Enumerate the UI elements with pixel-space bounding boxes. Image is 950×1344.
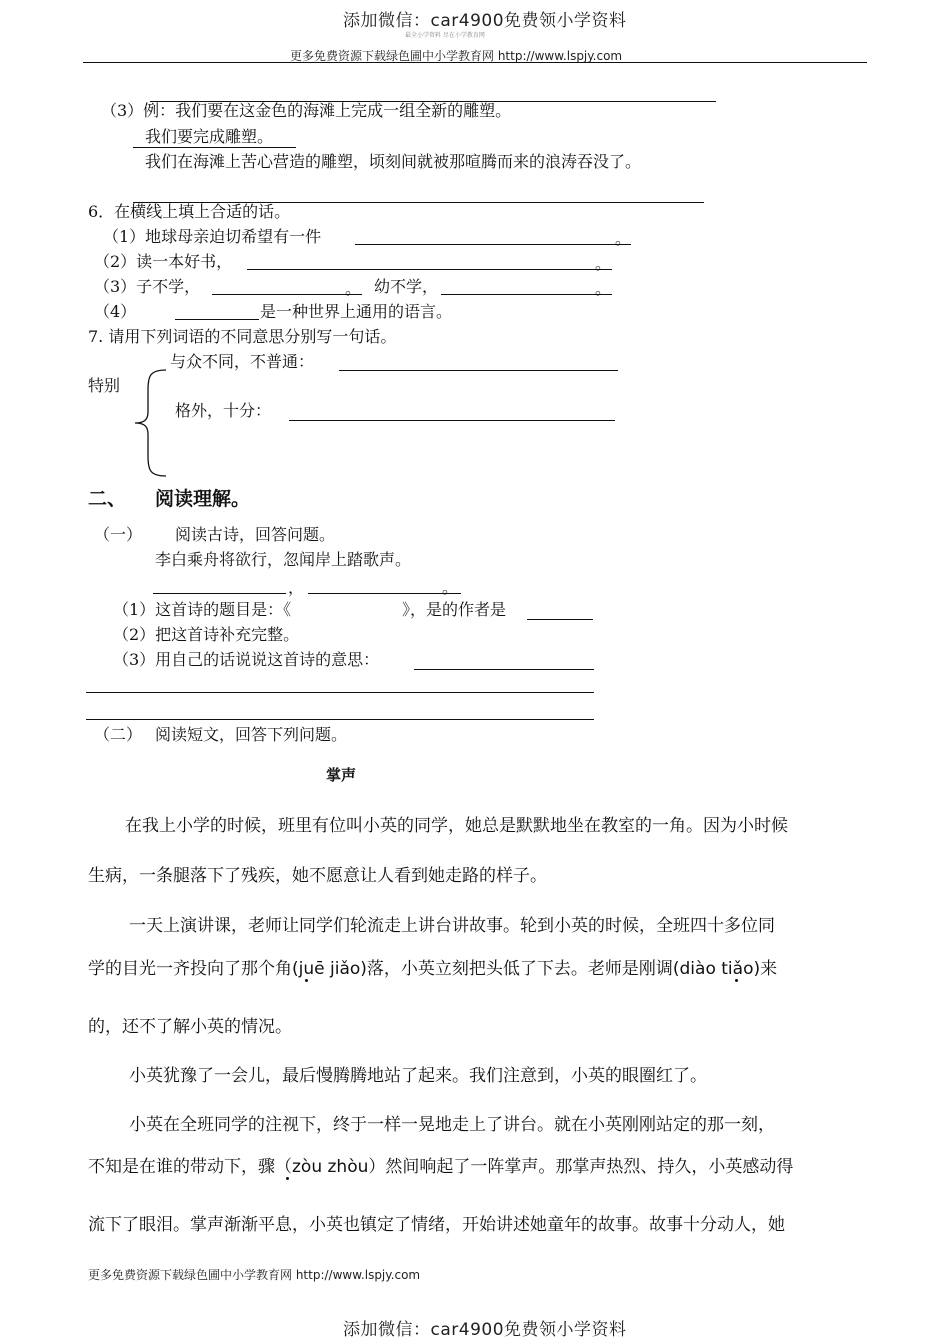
emphasis-dot-diao [735, 979, 738, 982]
q5-3-sub2: 我们在海滩上苦心营造的雕塑，顷刻间就被那喧腾而来的浪涛吞没了。 [145, 152, 642, 171]
header-site-link[interactable]: 更多免费资源下载绿色圃中小学教育网 http://www.lspjy.com [290, 49, 623, 63]
article-p1-l2: 生病，一条腿落下了残疾，她不愿意让人看到她走路的样子。 [88, 866, 547, 886]
q7-meaning1-blank[interactable] [339, 370, 618, 371]
q5-3-example: （3）例：我们要在这金色的海滩上完成一组全新的雕塑。 [101, 101, 512, 120]
q7-word: 特别 [88, 376, 121, 395]
q6-item4-blank[interactable] [175, 319, 259, 320]
q6-item3: （3）子不学， [94, 277, 201, 296]
part1-q3-blank2[interactable] [86, 692, 594, 693]
emphasis-dot-jiao [305, 979, 308, 982]
article-p2-l2: 学的目光一齐投向了那个角(juē jiǎo)落，小英立刻把头低了下去。老师是刚调(diào tiǎo)来 [88, 959, 778, 979]
footer-site-link[interactable]: 更多免费资源下载绿色圃中小学教育网 http://www.lspjy.com [88, 1268, 421, 1282]
part1-q3-blank3[interactable] [86, 719, 594, 720]
article-title: 掌声 [326, 766, 357, 784]
q7-meaning1: 与众不同，不普通： [170, 352, 315, 371]
q6-item3-end: 。 [595, 279, 612, 298]
q5-3-sub1: 我们要完成雕塑。 [145, 127, 274, 146]
article-p4-l1: 小英在全班同学的注视下，终于一样一晃地走上了讲台。就在小英刚刚站定的那一刻， [129, 1115, 775, 1135]
q6-item4: （4） [94, 302, 137, 321]
article-p1-l1: 在我上小学的时候，班里有位叫小英的同学，她总是默默地坐在教室的一角。因为小时候 [125, 816, 788, 836]
poem-comma: ， [288, 578, 305, 597]
part1-q3: （3）用自己的话说说这首诗的意思： [113, 650, 380, 669]
watermark-tiny: 最全小学资料 尽在小学教育网 [405, 32, 485, 39]
q6-item1: （1）地球母亲迫切希望有一件 [103, 227, 322, 246]
part1-q1-b: 》，是的作者是 [402, 600, 507, 619]
part1-label: （一） [94, 525, 143, 544]
article-p2-l3: 的，还不了解小英的情况。 [88, 1017, 292, 1037]
section2-title: 阅读理解。 [155, 488, 251, 510]
q6-item3-mid: 。 [345, 279, 362, 298]
poem-line: 李白乘舟将欲行，忽闻岸上踏歌声。 [155, 550, 412, 569]
watermark-bottom: 添加微信：car4900免费领小学资料 [343, 1320, 627, 1340]
part2-label: （二） [94, 725, 143, 744]
article-p2-l1: 一天上演讲课，老师让同学们轮流走上讲台讲故事。轮到小英的时候，全班四十多位同 [129, 916, 775, 936]
watermark-top: 添加微信：car4900免费领小学资料 [343, 11, 627, 31]
part1-instruction: 阅读古诗，回答问题。 [175, 525, 336, 544]
article-p4-l3: 流下了眼泪。掌声渐渐平息，小英也镇定了情绪，开始讲述她童年的故事。故事十分动人，她 [88, 1215, 785, 1235]
part1-q2: （2）把这首诗补充完整。 [113, 625, 300, 644]
article-p4-l2: 不知是在谁的带动下，骤（zòu zhòu）然间响起了一阵掌声。那掌声热烈、持久，小英感动得 [88, 1157, 794, 1177]
poem-period: 。 [442, 578, 459, 597]
q5-3-sub1-line [133, 147, 296, 148]
q6-item3-mid2: 幼不学， [374, 277, 439, 296]
curly-brace-icon [130, 366, 170, 480]
emphasis-dot-zhou [286, 1177, 289, 1180]
q6-title: 6．在横线上填上合适的话。 [88, 202, 291, 221]
part2-instruction: 阅读短文，回答下列问题。 [155, 725, 348, 744]
header-rule [83, 62, 867, 63]
poem-blank2[interactable] [308, 593, 461, 594]
q6-item3-blank1[interactable] [212, 294, 362, 295]
part1-q1-author-blank[interactable] [527, 619, 593, 620]
q6-item1-blank[interactable] [355, 244, 631, 245]
q6-item2-end: 。 [595, 254, 612, 273]
q6-item2: （2）读一本好书， [94, 252, 233, 271]
q7-meaning2: 格外，十分： [175, 401, 272, 420]
part1-q3-blank1[interactable] [414, 669, 594, 670]
part1-q1-a: （1）这首诗的题目是：《 [113, 600, 292, 619]
q6-item1-end: 。 [615, 229, 632, 248]
q6-item4-suffix: 是一种世界上通用的语言。 [260, 302, 453, 321]
poem-blank1[interactable] [153, 593, 286, 594]
q7-title: 7. 请用下列词语的不同意思分别写一句话。 [88, 327, 397, 346]
q6-item2-blank[interactable] [247, 269, 612, 270]
q6-item3-blank2[interactable] [441, 294, 612, 295]
q7-meaning2-blank[interactable] [289, 420, 615, 421]
article-p3-l1: 小英犹豫了一会儿，最后慢腾腾地站了起来。我们注意到，小英的眼圈红了。 [129, 1066, 707, 1086]
section2-number: 二、 [88, 488, 127, 510]
